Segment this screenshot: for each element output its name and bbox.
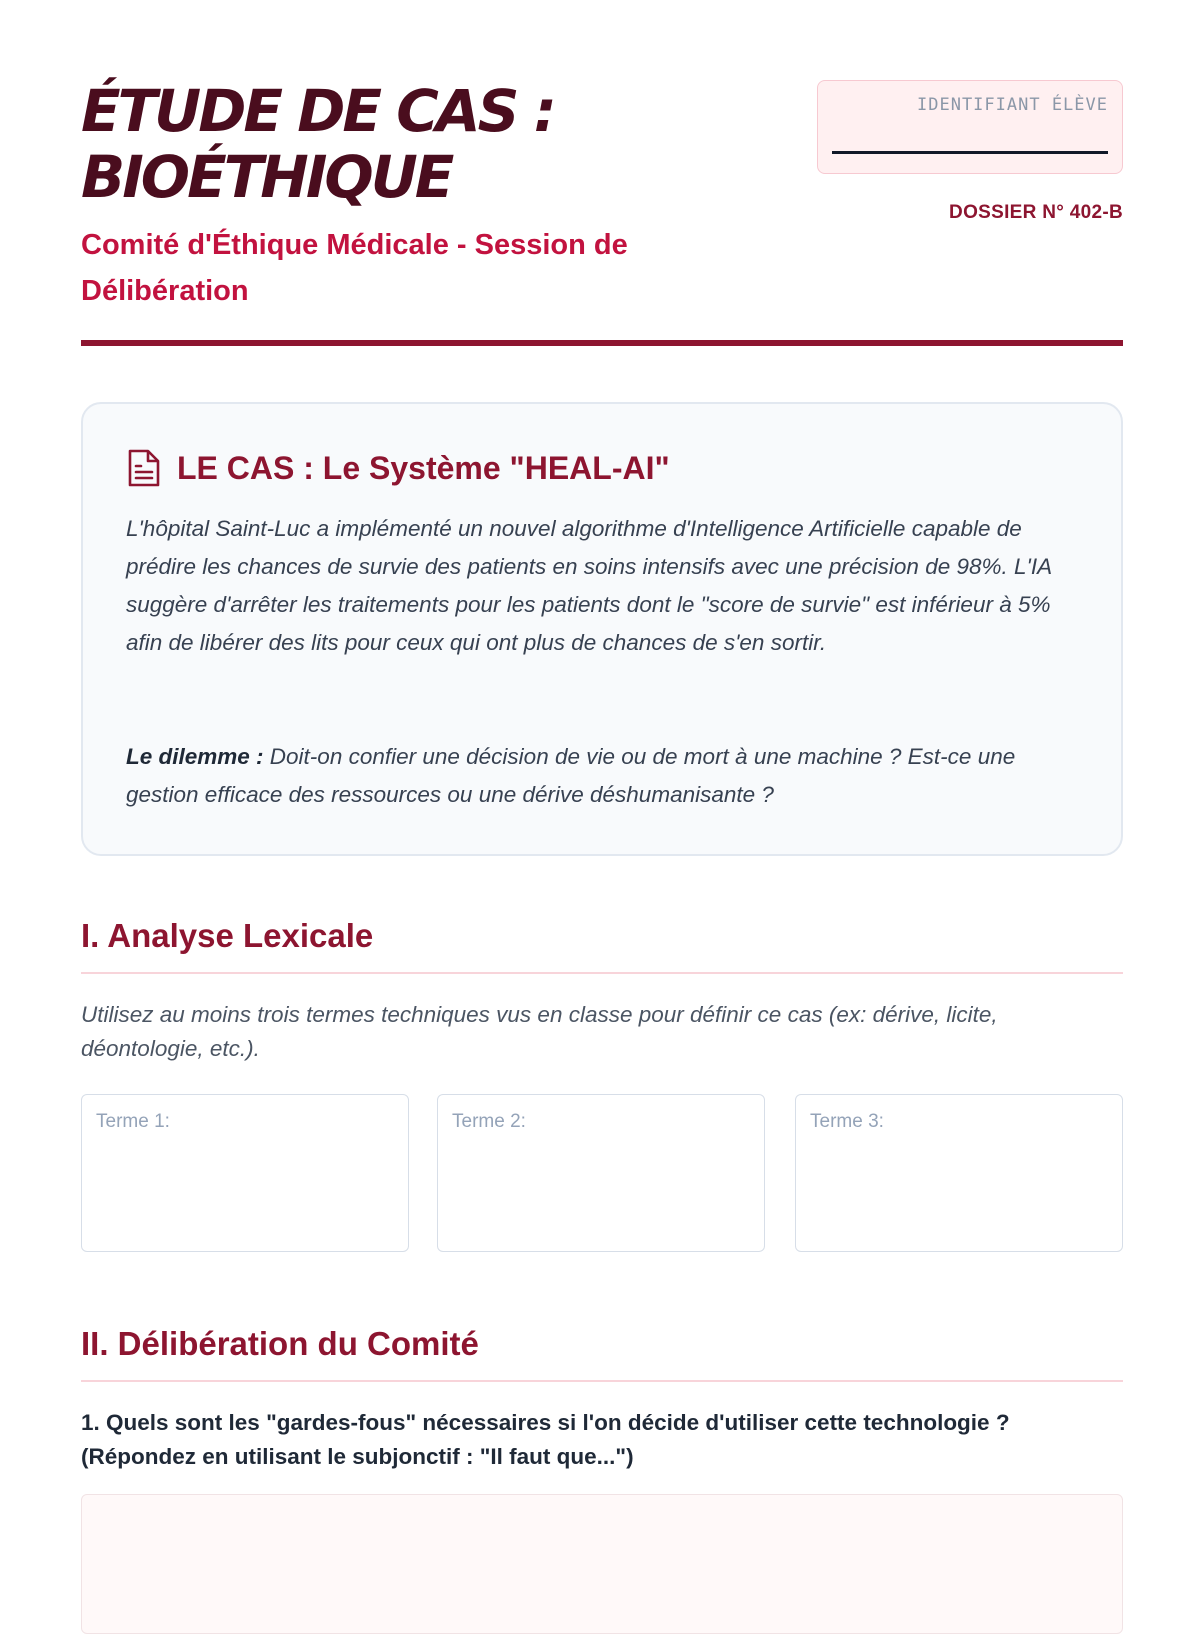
section-lexical-divider [81,972,1123,974]
page-subtitle [81,222,701,314]
subtitle-line-1: Comité d'Éthique Médicale - Session de [81,229,628,261]
case-dilemma [126,738,1086,814]
student-id-label: IDENTIFIANT ÉLÈVE [917,95,1108,115]
section-lexical-title: I. Analyse Lexicale [81,917,374,954]
lexical-instruction: Utilisez au moins trois termes techniques vus en classe pour définir ce cas (ex: dérive, licite, déontologie, etc.). [81,1002,998,1061]
document-icon [127,448,161,488]
term-1-label: Terme 1: [96,1111,170,1132]
term-3-label: Terme 3: [810,1111,884,1132]
term-3-field[interactable] [795,1094,1123,1252]
case-panel [81,402,1123,856]
page-title [81,78,801,210]
term-2-label: Terme 2: [452,1111,526,1132]
header [81,78,1123,348]
subtitle-line-2: Délibération [81,275,249,307]
case-description: L'hôpital Saint-Luc a implémenté un nouvel algorithme d'Intelligence Artificielle capable de prédire les chances de survie des patients en soins intensifs avec une précision de 98%. L'IA suggère d'arrêter les traitements pour les patients dont le "score de survie" est inférieur à 5% afin de libérer des lits pour ceux qui ont plus de chances de s'en sortir. [126,516,1052,655]
term-1-field[interactable] [81,1094,409,1252]
section-deliberation-title: II. Délibération du Comité [81,1325,479,1362]
question-1: 1. Quels sont les "gardes-fous" nécessaires si l'on décide d'utiliser cette technologie ? (Répondez en utilisant le subjonctif : "Il faut que...") [81,1410,1010,1469]
header-divider [81,340,1123,346]
student-id-field[interactable] [817,80,1123,174]
section-deliberation-divider [81,1380,1123,1382]
title-line-2: BIOÉTHIQUE [81,143,452,211]
question-1-answer-field[interactable] [81,1494,1123,1634]
case-title: LE CAS : Le Système "HEAL-AI" [177,450,670,486]
term-2-field[interactable] [437,1094,765,1252]
title-line-1: ÉTUDE DE CAS : [81,77,554,145]
dilemma-label: Le dilemme : [126,744,264,769]
dilemma-text: Doit-on confier une décision de vie ou de mort à une machine ? Est-ce une gestion efficace des ressources ou une dérive déshumanisante ? [126,744,1016,807]
student-id-write-line [832,151,1108,154]
dossier-number: DOSSIER N° 402-B [949,202,1123,223]
